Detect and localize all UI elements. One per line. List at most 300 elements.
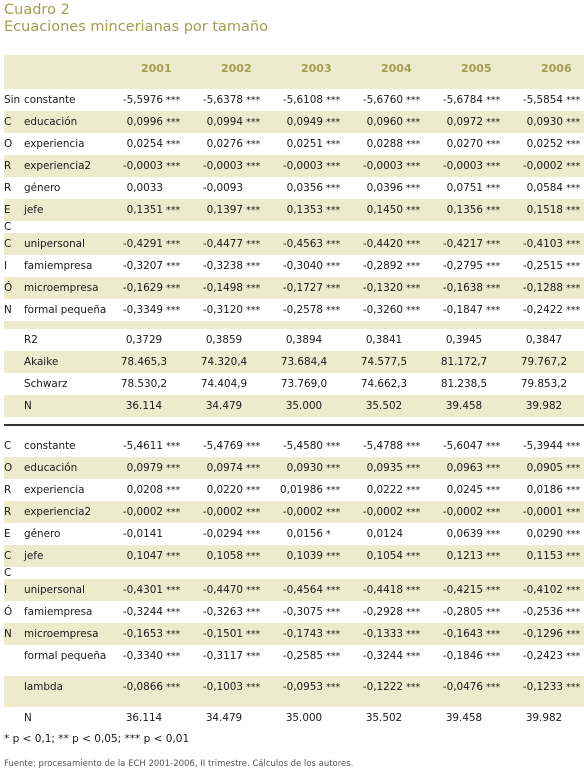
significance-stars: *** [326, 550, 341, 562]
year-header: 2004 [344, 55, 424, 81]
coef-cell [504, 479, 584, 501]
significance-stars: *** [246, 506, 261, 518]
coef-wrap [424, 182, 504, 194]
significance-stars: *** [566, 94, 581, 106]
coef-cell [264, 579, 344, 601]
coef-cell [264, 479, 344, 501]
coef-cell [264, 601, 344, 623]
coef-wrap [424, 116, 504, 128]
significance-stars: *** [326, 94, 341, 106]
coef-value: -0,0002 [522, 160, 563, 172]
coef-wrap [104, 650, 184, 662]
coef-cell [424, 457, 504, 479]
significance-stars: *** [166, 484, 181, 496]
row-letter: N [4, 623, 24, 645]
significance-stars: *** [486, 204, 501, 216]
coef-value: 0,0270 [446, 138, 483, 150]
year-header: 2006 [504, 55, 584, 81]
coef-wrap [104, 484, 184, 496]
coef-cell [424, 277, 504, 299]
variable-label: famiempresa [24, 606, 93, 618]
coef-wrap [264, 160, 344, 172]
coef-value: 0,1353 [286, 204, 323, 216]
table-row [4, 133, 584, 155]
significance-stars: *** [166, 681, 181, 693]
coef-wrap [104, 238, 184, 250]
coef-wrap [264, 462, 344, 474]
variable-label: educación [24, 457, 104, 479]
table-row [4, 545, 584, 567]
significance-stars: *** [246, 550, 261, 562]
coef-cell [504, 155, 584, 177]
table-row [4, 373, 584, 395]
coef-cell [184, 111, 264, 133]
coef-wrap [424, 506, 504, 518]
table-row [4, 698, 584, 707]
coef-cell [264, 177, 344, 199]
significance-stars: *** [566, 528, 581, 540]
coef-wrap [424, 204, 504, 216]
coef-cell [344, 89, 424, 111]
significance-stars: *** [326, 681, 341, 693]
coef-wrap [504, 304, 584, 316]
coef-cell [504, 435, 584, 457]
stat-value: 74.320,4 [184, 351, 264, 373]
coef-wrap [504, 138, 584, 150]
row-letter: Sin [4, 94, 21, 106]
significance-stars: *** [246, 160, 261, 172]
stat-value: 0,3841 [365, 334, 403, 346]
stat-value: 34.479 [184, 395, 264, 417]
coef-value: 0,1039 [286, 550, 323, 562]
coef-value: -0,0476 [442, 681, 483, 693]
coef-cell [344, 457, 424, 479]
coef-wrap [504, 484, 584, 496]
coef-cell [264, 255, 344, 277]
table-row [4, 523, 584, 545]
coef-cell [504, 111, 584, 133]
coef-value: 0,0949 [286, 116, 323, 128]
coef-value: -0,2805 [442, 606, 483, 618]
coef-wrap [344, 484, 424, 496]
stat-value: 34.479 [205, 712, 243, 724]
significance-stars: *** [166, 440, 181, 452]
significance-stars: *** [326, 160, 341, 172]
coef-cell [104, 623, 184, 645]
coef-cell [184, 545, 264, 567]
stat-value: 78.530,2 [120, 378, 168, 390]
empty-cell [4, 55, 24, 81]
table-row [4, 425, 584, 435]
significance-stars: *** [486, 94, 501, 106]
coef-value: -5,6378 [202, 94, 243, 106]
coef-cell [264, 277, 344, 299]
significance-stars: *** [406, 260, 421, 272]
table-row [4, 601, 584, 623]
significance-stars: *** [406, 282, 421, 294]
coef-value: -0,1727 [282, 282, 323, 294]
coef-value: -0,3244 [122, 606, 163, 618]
coef-value: -5,5976 [122, 94, 163, 106]
row-letter: I [4, 579, 24, 601]
coef-cell [264, 645, 344, 667]
coef-cell [264, 133, 344, 155]
significance-stars: *** [246, 462, 261, 474]
coef-value: 0,0584 [526, 182, 563, 194]
row-letter: N [4, 304, 12, 316]
table-row [4, 707, 584, 729]
coef-wrap [264, 204, 344, 216]
row-letter: R [4, 501, 24, 523]
significance-stars: *** [566, 138, 581, 150]
year-header: 2001 [104, 55, 184, 81]
coef-cell [344, 645, 424, 667]
coef-value: -0,0002 [282, 506, 323, 518]
spacer-cell [4, 321, 584, 329]
significance-stars: *** [486, 260, 501, 272]
coef-value: 0,1054 [366, 550, 403, 562]
row-letter: R [4, 182, 12, 194]
coef-cell [184, 523, 264, 545]
panel-divider [4, 417, 584, 425]
coef-value: 0,0252 [526, 138, 563, 150]
coef-cell [264, 299, 344, 321]
stat-label: N [24, 395, 104, 417]
significance-stars: *** [486, 160, 501, 172]
significance-stars: *** [326, 440, 341, 452]
coef-value: -0,3238 [202, 260, 243, 272]
significance-stars: *** [486, 484, 501, 496]
coef-value: 0,0930 [526, 116, 563, 128]
coef-value: -0,0002 [202, 506, 243, 518]
significance-stars: *** [486, 528, 501, 540]
coef-wrap [184, 238, 264, 250]
coef-wrap [344, 506, 424, 518]
coef-cell [104, 501, 184, 523]
stat-value: 0,3859 [205, 334, 243, 346]
coef-cell [264, 501, 344, 523]
coef-wrap [344, 650, 424, 662]
row-letter: R [4, 155, 24, 177]
significance-stars: *** [406, 550, 421, 562]
year-header: 2002 [184, 55, 264, 81]
empty-cell [104, 221, 184, 233]
row-letter: E [4, 528, 11, 540]
significance-stars: *** [246, 138, 261, 150]
table-row [4, 233, 584, 255]
coef-value: -0,3263 [202, 606, 243, 618]
empty-cell [424, 221, 504, 233]
significance-stars: *** [566, 484, 581, 496]
coef-wrap [104, 528, 184, 540]
table-row [4, 177, 584, 199]
coef-value: -0,1629 [122, 282, 163, 294]
coef-cell [104, 676, 184, 698]
coef-wrap [184, 606, 264, 618]
variable-label: género [24, 182, 61, 194]
significance-stars: *** [486, 650, 501, 662]
significance-stars: *** [566, 550, 581, 562]
empty-cell [264, 221, 344, 233]
coef-value: 0,0930 [286, 462, 323, 474]
coef-value: -0,0294 [202, 528, 243, 540]
coef-cell [504, 645, 584, 667]
coef-wrap [344, 238, 424, 250]
coef-wrap [104, 94, 184, 106]
coef-cell [184, 676, 264, 698]
coef-value: -5,3944 [522, 440, 563, 452]
variable-label: jefe [24, 545, 104, 567]
significance-stars: *** [166, 204, 181, 216]
coef-value: -0,3040 [282, 260, 323, 272]
coef-wrap [184, 484, 264, 496]
coef-wrap [184, 506, 264, 518]
coef-wrap [264, 550, 344, 562]
row-letter: Ó [4, 606, 13, 618]
coef-wrap [344, 116, 424, 128]
coef-wrap [264, 138, 344, 150]
coef-wrap [424, 138, 504, 150]
coef-value: -0,2515 [522, 260, 563, 272]
coef-value: -0,0953 [282, 681, 323, 693]
coef-value: -0,1222 [362, 681, 403, 693]
row-letter: C [4, 440, 12, 452]
coef-cell [344, 255, 424, 277]
empty-cell [504, 221, 584, 233]
coef-wrap [104, 606, 184, 618]
coef-cell [264, 199, 344, 221]
empty-cell [104, 567, 184, 579]
coef-value: -0,3075 [282, 606, 323, 618]
significance-stars: *** [246, 606, 261, 618]
coef-wrap [264, 304, 344, 316]
significance-stars: *** [486, 116, 501, 128]
coef-wrap [424, 260, 504, 272]
coef-value: -0,3120 [202, 304, 243, 316]
row-letter: C [4, 567, 12, 579]
coef-cell [104, 233, 184, 255]
coef-wrap [424, 282, 504, 294]
coef-wrap [424, 606, 504, 618]
coef-wrap [344, 282, 424, 294]
coef-value: 0,1058 [206, 550, 243, 562]
stat-value: 79.853,2 [520, 378, 568, 390]
coef-value: 0,0245 [446, 484, 483, 496]
significance-stars: *** [246, 116, 261, 128]
significance-stars: *** [486, 462, 501, 474]
coef-wrap [424, 160, 504, 172]
coef-value: -0,2536 [522, 606, 563, 618]
coef-wrap [424, 681, 504, 693]
significance-stars: *** [486, 584, 501, 596]
empty-cell [24, 567, 104, 579]
coef-wrap [264, 484, 344, 496]
significance-stars: *** [166, 606, 181, 618]
coef-cell [424, 89, 504, 111]
coef-cell [264, 676, 344, 698]
stat-label: Akaike [24, 351, 104, 373]
coef-value: -0,0002 [362, 506, 403, 518]
significance-stars: *** [486, 628, 501, 640]
coef-value: 0,0974 [206, 462, 243, 474]
coef-wrap [104, 462, 184, 474]
coef-value: -0,1743 [282, 628, 323, 640]
table-row [4, 221, 584, 233]
coef-value: 0,1518 [526, 204, 563, 216]
coef-wrap [184, 116, 264, 128]
coef-cell [424, 623, 504, 645]
significance-stars: *** [566, 584, 581, 596]
coef-wrap [184, 628, 264, 640]
spacer-cell [4, 667, 584, 676]
significance-stars: *** [566, 650, 581, 662]
coef-wrap [504, 182, 584, 194]
significance-stars: *** [566, 606, 581, 618]
coef-value: -0,3244 [362, 650, 403, 662]
coef-value: -5,6760 [362, 94, 403, 106]
variable-label: formal pequeña [24, 304, 107, 316]
coef-wrap [344, 606, 424, 618]
coef-value: -0,4564 [282, 584, 323, 596]
coef-cell [504, 89, 584, 111]
significance-stars: *** [326, 182, 341, 194]
significance-stars: *** [326, 506, 341, 518]
coef-value: 0,0156 [286, 528, 323, 540]
coef-wrap [104, 584, 184, 596]
coef-value: -0,0003 [362, 160, 403, 172]
row-letter: E [4, 199, 24, 221]
significance-stars: *** [406, 160, 421, 172]
significance-stars: *** [486, 681, 501, 693]
coef-wrap [504, 550, 584, 562]
coef-wrap [104, 282, 184, 294]
row-letter: Ó [4, 277, 24, 299]
significance-stars: *** [166, 94, 181, 106]
variable-label: constante [24, 440, 76, 452]
coef-cell [264, 435, 344, 457]
coef-cell [184, 579, 264, 601]
stat-value: 73.769,0 [280, 378, 328, 390]
coef-value: -0,0002 [442, 506, 483, 518]
significance-stars: *** [326, 116, 341, 128]
coef-wrap [184, 94, 264, 106]
coef-cell [424, 501, 504, 523]
coef-cell [344, 479, 424, 501]
coef-wrap [184, 138, 264, 150]
variable-label: microempresa [24, 623, 104, 645]
stat-value: 35.000 [264, 395, 344, 417]
significance-stars: *** [166, 304, 181, 316]
coef-cell [424, 579, 504, 601]
significance-stars: *** [166, 462, 181, 474]
significance-stars: *** [566, 238, 581, 250]
coef-cell [504, 545, 584, 567]
significance-stars: *** [166, 282, 181, 294]
coef-wrap [424, 550, 504, 562]
significance-stars: *** [166, 260, 181, 272]
coef-cell [424, 155, 504, 177]
coef-value: -0,4477 [202, 238, 243, 250]
coef-cell [104, 435, 184, 457]
coef-wrap [504, 116, 584, 128]
significance-stars: *** [246, 304, 261, 316]
significance-stars: *** [406, 681, 421, 693]
table-row [4, 255, 584, 277]
coef-wrap [104, 138, 184, 150]
coef-cell [184, 89, 264, 111]
coef-value: -0,2892 [362, 260, 403, 272]
significance-stars: *** [486, 282, 501, 294]
coef-wrap [104, 304, 184, 316]
coef-value: -0,4563 [282, 238, 323, 250]
coef-wrap [504, 606, 584, 618]
stat-value: 35.502 [365, 712, 403, 724]
coef-value: 0,1153 [526, 550, 563, 562]
coef-wrap [344, 681, 424, 693]
significance-stars: *** [246, 484, 261, 496]
coef-wrap [504, 204, 584, 216]
coef-value: -0,0003 [122, 160, 163, 172]
significance-stars: * [326, 528, 331, 540]
coef-wrap [424, 440, 504, 452]
coef-value: -0,2928 [362, 606, 403, 618]
coef-wrap [344, 528, 424, 540]
coef-wrap [504, 506, 584, 518]
coef-cell [424, 299, 504, 321]
coef-wrap [264, 628, 344, 640]
significance-stars: *** [246, 628, 261, 640]
significance-stars: *** [406, 606, 421, 618]
coef-wrap [424, 650, 504, 662]
coef-wrap [264, 528, 344, 540]
coef-value: -0,1233 [522, 681, 563, 693]
coef-cell [344, 623, 424, 645]
significance-stars: *** [406, 484, 421, 496]
coef-cell [424, 111, 504, 133]
table-row [4, 199, 584, 221]
stat-value: 39.458 [424, 395, 504, 417]
coef-value: -0,3260 [362, 304, 403, 316]
table-row [4, 567, 584, 579]
row-letter: I [4, 260, 8, 272]
significance-stars: *** [406, 116, 421, 128]
coef-cell [344, 545, 424, 567]
coef-value: -5,4611 [122, 440, 163, 452]
coef-cell [504, 177, 584, 199]
coef-wrap [104, 506, 184, 518]
coef-value: 0,0254 [126, 138, 163, 150]
coef-cell [344, 579, 424, 601]
source-note: Fuente: procesamiento de la ECH 2001-2006, II trimestre. Cálculos de los autores. [4, 759, 354, 769]
coef-cell [344, 233, 424, 255]
coef-wrap [504, 160, 584, 172]
coef-value: 0,0033 [126, 182, 163, 194]
coef-value: -0,1501 [202, 628, 243, 640]
coef-cell [184, 435, 264, 457]
variable-label: experiencia2 [24, 501, 104, 523]
coef-wrap [504, 440, 584, 452]
significance-stars: *** [486, 440, 501, 452]
table-row [4, 579, 584, 601]
coef-wrap [504, 628, 584, 640]
coef-value: -0,4301 [122, 584, 163, 596]
coef-cell [424, 435, 504, 457]
coef-value: -0,2795 [442, 260, 483, 272]
coef-wrap [264, 681, 344, 693]
stat-value: 81.238,5 [440, 378, 488, 390]
significance-stars: *** [406, 138, 421, 150]
coef-value: -0,3207 [122, 260, 163, 272]
